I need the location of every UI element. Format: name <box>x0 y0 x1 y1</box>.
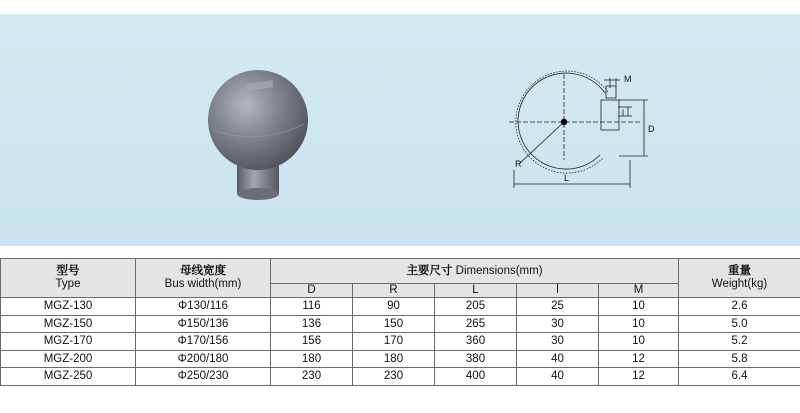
header-weight-zh: 重量 <box>728 265 751 278</box>
cell-m: 10 <box>599 315 679 333</box>
cell-l: 400 <box>435 368 517 386</box>
label-l-small: l <box>622 108 624 118</box>
cell-m: 12 <box>599 368 679 386</box>
header-weight <box>679 259 800 298</box>
header-l: L <box>435 284 517 298</box>
table-row <box>1 333 800 351</box>
header-m: M <box>599 284 679 298</box>
cell-l: 380 <box>435 350 517 368</box>
label-d: D <box>648 124 655 134</box>
cell-l: 265 <box>435 315 517 333</box>
label-r: R <box>515 159 522 169</box>
cell-l: 205 <box>435 298 517 316</box>
cell-bus: Φ170/156 <box>136 333 271 351</box>
header-i: l <box>517 284 599 298</box>
cell-weight: 5.2 <box>679 333 800 351</box>
cell-r: 180 <box>353 350 435 368</box>
cell-bus: Φ200/180 <box>136 350 271 368</box>
cell-d: 136 <box>271 315 353 333</box>
cell-type: MGZ-200 <box>1 350 136 368</box>
cell-type: MGZ-150 <box>1 315 136 333</box>
cell-m: 12 <box>599 350 679 368</box>
header-dimensions <box>271 259 679 284</box>
cell-weight: 5.0 <box>679 315 800 333</box>
cell-bus: Φ150/136 <box>136 315 271 333</box>
header-type-zh: 型号 <box>56 265 80 278</box>
cell-r: 230 <box>353 368 435 386</box>
cell-m: 10 <box>599 333 679 351</box>
table-row <box>1 350 800 368</box>
cell-i: 25 <box>517 298 599 316</box>
cell-d: 116 <box>271 298 353 316</box>
cell-type: MGZ-130 <box>1 298 136 316</box>
table-row <box>1 315 800 333</box>
cell-weight: 2.6 <box>679 298 800 316</box>
header-bus <box>136 259 271 298</box>
label-l: L <box>564 173 570 183</box>
cell-weight: 5.8 <box>679 350 800 368</box>
cell-r: 90 <box>353 298 435 316</box>
cell-d: 230 <box>271 368 353 386</box>
cell-type: MGZ-250 <box>1 368 136 386</box>
cell-r: 170 <box>353 333 435 351</box>
cell-m: 10 <box>599 298 679 316</box>
header-type-en: Type <box>55 278 81 290</box>
header-type <box>1 259 136 298</box>
cell-weight: 6.4 <box>679 368 800 386</box>
cell-type: MGZ-170 <box>1 333 136 351</box>
header-weight-en: Weight(kg) <box>711 278 768 290</box>
dimension-drawing <box>500 60 660 195</box>
header-r: R <box>353 284 435 298</box>
cell-d: 180 <box>271 350 353 368</box>
cell-i: 40 <box>517 350 599 368</box>
center-point <box>561 119 567 125</box>
header-d: D <box>271 284 353 298</box>
cell-l: 360 <box>435 333 517 351</box>
cell-bus: Φ250/230 <box>136 368 271 386</box>
header-bus-en: Bus width(mm) <box>164 278 242 290</box>
label-m: M <box>624 74 632 84</box>
cell-bus: Φ130/116 <box>136 298 271 316</box>
table-row <box>1 368 800 386</box>
product-photo <box>200 60 310 210</box>
cell-d: 156 <box>271 333 353 351</box>
header-dims-zh: 主要尺寸 <box>406 264 453 277</box>
cell-r: 150 <box>353 315 435 333</box>
header-bus-zh: 母线宽度 <box>180 265 226 278</box>
product-banner <box>0 14 800 246</box>
cell-i: 40 <box>517 368 599 386</box>
specification-table <box>0 258 800 386</box>
cell-i: 30 <box>517 315 599 333</box>
table-row <box>1 298 800 316</box>
cell-i: 30 <box>517 333 599 351</box>
header-dims-en: Dimensions(mm) <box>455 264 543 277</box>
